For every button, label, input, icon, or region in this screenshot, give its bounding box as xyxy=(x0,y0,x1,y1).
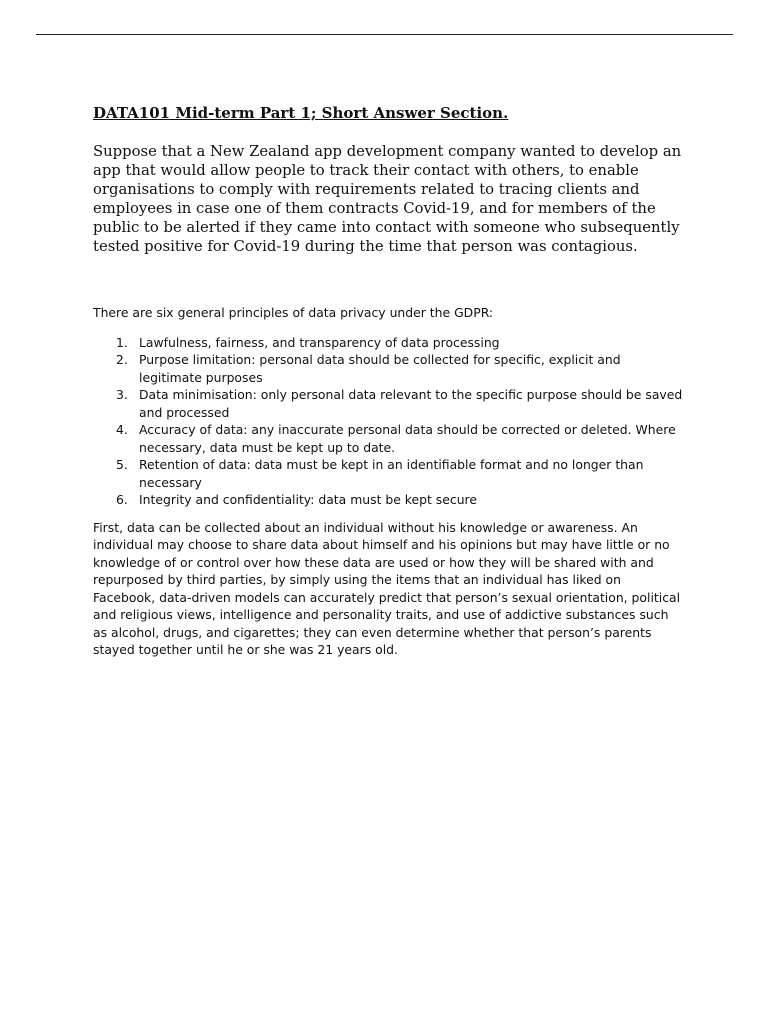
list-item-number: 2. xyxy=(116,352,128,367)
list-item-number: 3. xyxy=(116,387,128,402)
list-item xyxy=(93,334,683,352)
list-item-text: Integrity and confidentiality: data must be kept secure xyxy=(139,492,478,507)
list-item-number: 4. xyxy=(116,422,128,437)
list-item-text: Data minimisation: only personal data relevant to the specific purpose should be saved and processed xyxy=(139,387,683,420)
document-body xyxy=(93,102,683,659)
principles-intro: There are six general principles of data privacy under the GDPR: xyxy=(93,305,494,320)
list-item-text: Retention of data: data must be kept in an identifiable format and no longer than necessary xyxy=(139,457,644,490)
list-item-number: 1. xyxy=(116,334,128,350)
list-item xyxy=(93,456,683,491)
list-item xyxy=(93,351,683,386)
document-title: DATA101 Mid-term Part 1; Short Answer Section. xyxy=(93,104,509,122)
list-item xyxy=(93,421,683,456)
intro-paragraph: Suppose that a New Zealand app development company wanted to develop an app that would allow people to track their contact with others, to enable organisations to comply with requirements related to tracing clients and employees in case one of them contracts Covid-19, and for members of the public to be alerted if they came into contact with someone who subsequently tested positive for Covid-19 during the time that person was contagious. xyxy=(93,143,682,255)
list-item-text: Purpose limitation: personal data should be collected for specific, explicit and legitimate purposes xyxy=(139,352,621,385)
principles-list xyxy=(93,334,683,509)
header-rule xyxy=(36,34,733,35)
list-item-text: Lawfulness, fairness, and transparency of data processing xyxy=(139,334,500,350)
list-item-text: Accuracy of data: any inaccurate personal data should be corrected or deleted. Where necessary, data must be kept up to date. xyxy=(139,422,676,455)
body-paragraph: First, data can be collected about an individual without his knowledge or awareness. An individual may choose to share data about himself and his opinions but may have little or no knowledge of or control over how these data are used or how they will be shared with and repurposed by third parties, by simply using the items that an individual has liked on Facebook, data-driven models can accurately predict that person’s sexual orientation, political and religious views, intelligence and personality traits, and use of addictive substances such as alcohol, drugs, and cigarettes; they can even determine whether that person’s parents stayed together until he or she was 21 years old. xyxy=(93,519,681,657)
list-item xyxy=(93,386,683,421)
list-item-number: 6. xyxy=(116,492,128,507)
list-item-number: 5. xyxy=(116,457,128,472)
list-item xyxy=(93,491,683,509)
